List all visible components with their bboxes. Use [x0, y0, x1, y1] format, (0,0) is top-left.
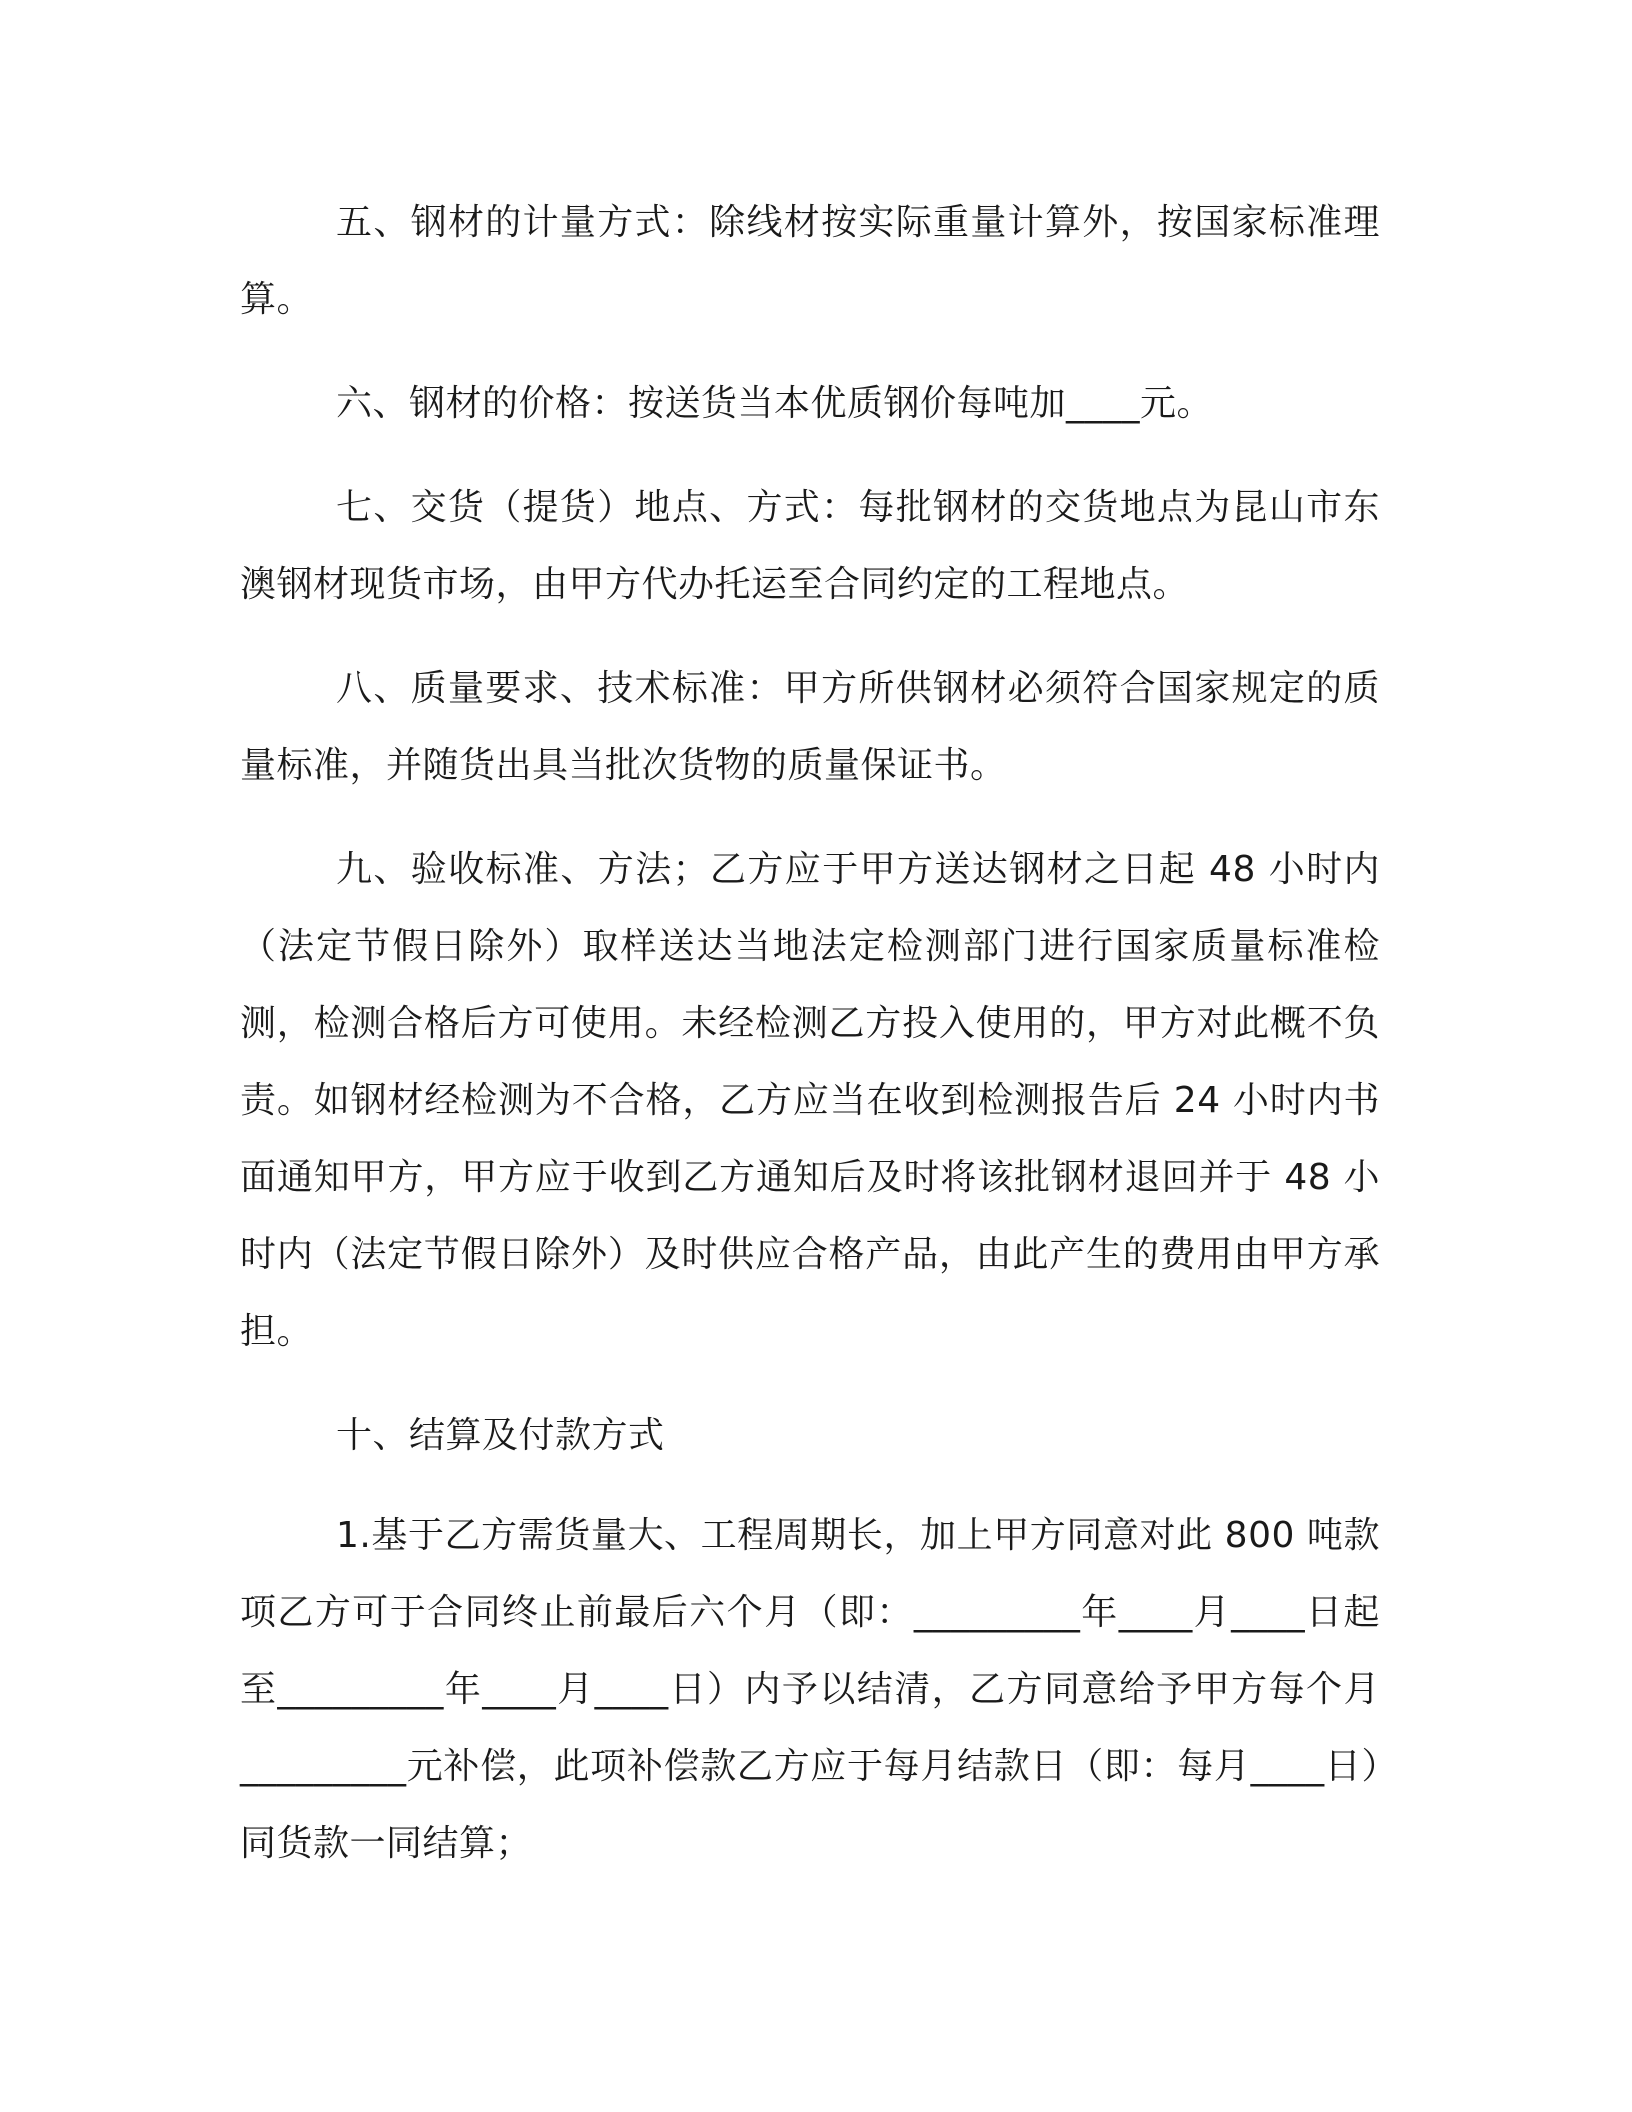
document-page	[240, 184, 1380, 1909]
clause-8-paragraph: 八、质量要求、技术标准：甲方所供钢材必须符合国家规定的质量标准，并随货出具当批次货物的质量保证书。	[240, 668, 1380, 786]
clause-10-heading: 十、结算及付款方式	[336, 1415, 665, 1456]
clause-6-paragraph: 六、钢材的价格：按送货当本优质钢价每吨加____元。	[336, 383, 1214, 424]
clause-5-paragraph: 五、钢材的计量方式：除线材按实际重量计算外，按国家标准理算。	[240, 202, 1380, 320]
clause-7-paragraph: 七、交货（提货）地点、方式：每批钢材的交货地点为昆山市东澳钢材现货市场，由甲方代办托运至合同约定的工程地点。	[240, 487, 1380, 605]
clause-9-paragraph: 九、验收标准、方法；乙方应于甲方送达钢材之日起 48 小时内（法定节假日除外）取样送达当地法定检测部门进行国家质量标准检测，检测合格后方可使用。未经检测乙方投入使用的，甲方对此概不负责。如钢材经检测为不合格，乙方应当在收到检测报告后 24 小时内书面通知甲方，甲方应于收到乙方通知后及时将该批钢材退回并于 48 小时内（法定节假日除外）及时供应合格产品，由此产生的费用由甲方承担。	[240, 849, 1380, 1352]
clause-10-1-paragraph: 1.基于乙方需货量大、工程周期长，加上甲方同意对此 800 吨款项乙方可于合同终止前最后六个月（即：_________年____月____日起至_________年____月____日）内予以结清，乙方同意给予甲方每个月_________元补偿，此项补偿款乙方应于每月结款日（即：每月____日）同货款一同结算；	[240, 1515, 1380, 1864]
